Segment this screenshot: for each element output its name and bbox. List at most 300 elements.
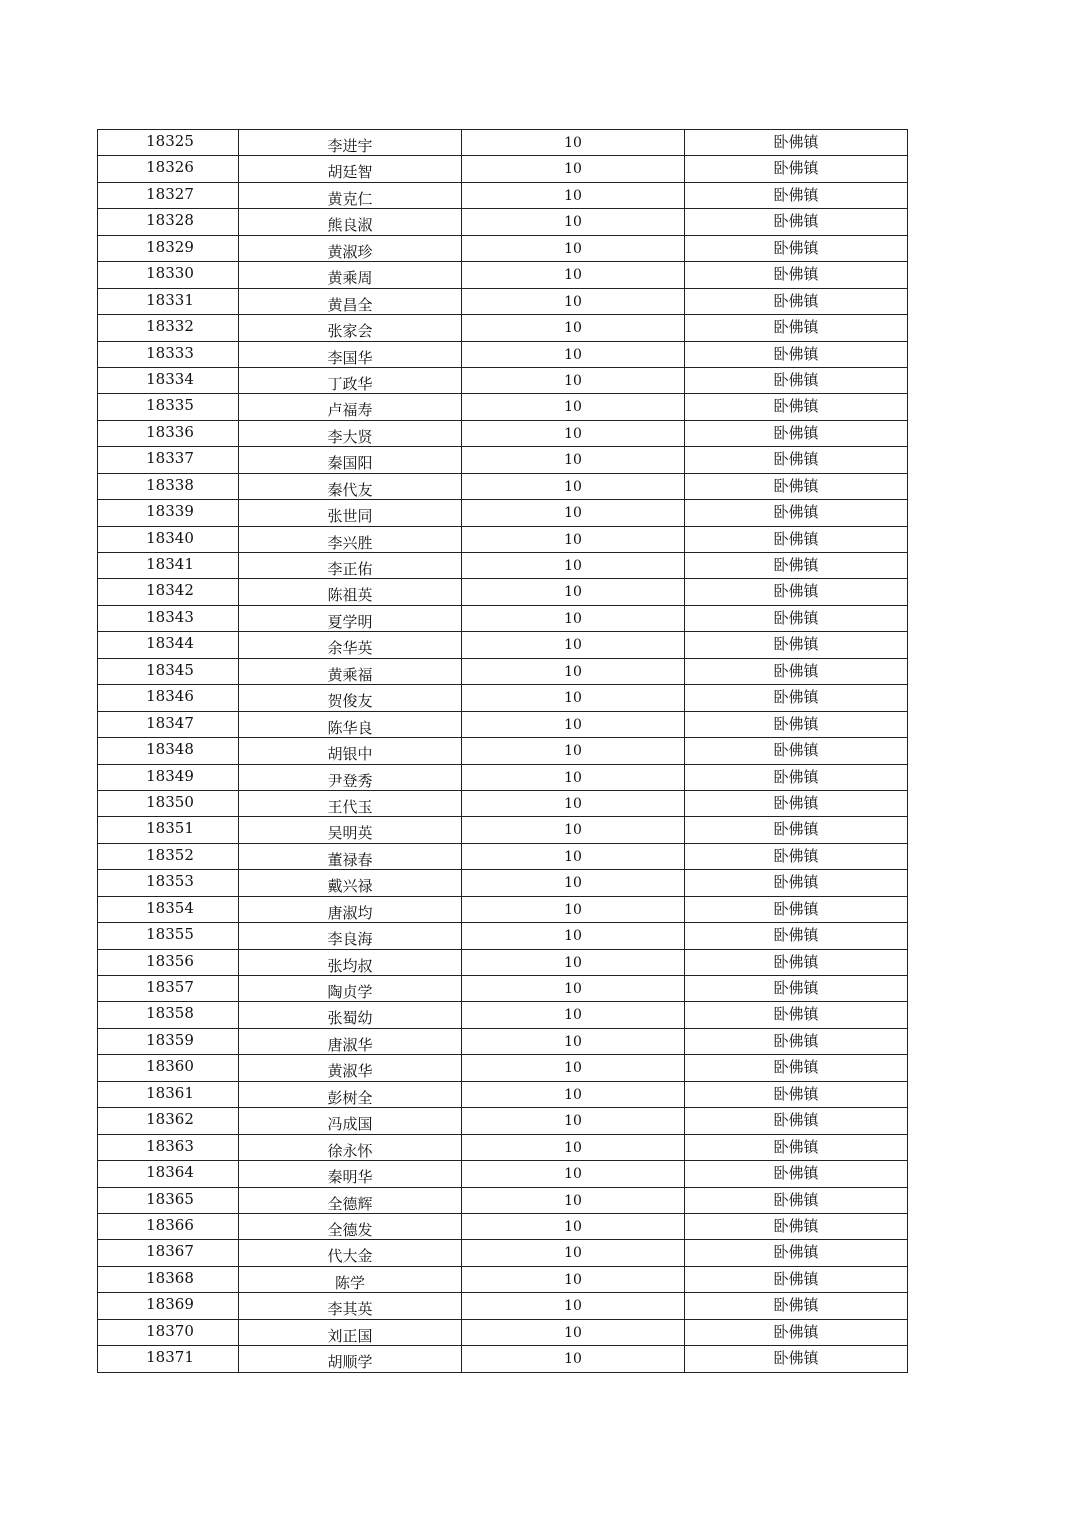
town-cell-text: 卧佛镇	[773, 1216, 819, 1235]
id-cell-text: 18363	[146, 1136, 194, 1155]
town-cell-text: 卧佛镇	[773, 608, 819, 627]
town-cell	[685, 1055, 908, 1081]
id-cell	[98, 949, 239, 975]
id-cell	[98, 1293, 239, 1319]
town-cell	[685, 182, 908, 208]
id-cell-text: 18335	[146, 396, 194, 415]
name-cell-text: 董禄春	[327, 850, 373, 869]
amount-cell-text: 10	[564, 214, 582, 231]
amount-cell	[462, 976, 685, 1002]
id-cell-text: 18330	[146, 264, 194, 283]
id-cell-text: 18371	[146, 1348, 194, 1367]
town-cell	[685, 1240, 908, 1266]
town-cell-text: 卧佛镇	[773, 846, 819, 865]
amount-cell	[462, 817, 685, 843]
amount-cell-text: 10	[564, 848, 582, 865]
amount-cell	[462, 367, 685, 393]
name-cell-text: 李其英	[327, 1300, 373, 1319]
name-cell	[239, 949, 462, 975]
name-cell	[239, 553, 462, 579]
id-cell-text: 18345	[146, 660, 194, 679]
name-cell	[239, 1293, 462, 1319]
amount-cell-text: 10	[564, 637, 582, 654]
town-cell-text: 卧佛镇	[773, 793, 819, 812]
town-cell	[685, 1266, 908, 1292]
id-cell	[98, 1081, 239, 1107]
town-cell	[685, 790, 908, 816]
id-cell	[98, 130, 239, 156]
town-cell	[685, 632, 908, 658]
table-row	[98, 209, 908, 235]
name-cell	[239, 738, 462, 764]
town-cell-text: 卧佛镇	[773, 397, 819, 416]
amount-cell-text: 10	[564, 320, 582, 337]
id-cell	[98, 579, 239, 605]
amount-cell	[462, 420, 685, 446]
name-cell-text: 李国华	[327, 348, 373, 367]
id-cell-text: 18327	[146, 184, 194, 203]
amount-cell-text: 10	[564, 267, 582, 284]
amount-cell	[462, 209, 685, 235]
amount-cell	[462, 1161, 685, 1187]
town-cell-text: 卧佛镇	[773, 688, 819, 707]
name-cell-text: 全德辉	[327, 1194, 373, 1213]
town-cell	[685, 553, 908, 579]
table-row	[98, 1240, 908, 1266]
table-row	[98, 1002, 908, 1028]
name-cell	[239, 1081, 462, 1107]
id-cell-text: 18336	[146, 422, 194, 441]
table-row	[98, 764, 908, 790]
town-cell	[685, 341, 908, 367]
amount-cell-text: 10	[564, 610, 582, 627]
town-cell-text: 卧佛镇	[773, 635, 819, 654]
amount-cell-text: 10	[564, 1351, 582, 1368]
town-cell	[685, 209, 908, 235]
table-row	[98, 182, 908, 208]
amount-cell-text: 10	[564, 505, 582, 522]
amount-cell	[462, 632, 685, 658]
amount-cell	[462, 738, 685, 764]
town-cell-text: 卧佛镇	[773, 556, 819, 574]
id-cell-text: 18343	[146, 607, 194, 626]
town-cell	[685, 1213, 908, 1239]
town-cell-text: 卧佛镇	[773, 1137, 819, 1156]
amount-cell	[462, 1002, 685, 1028]
town-cell	[685, 896, 908, 922]
amount-cell	[462, 1346, 685, 1372]
town-cell	[685, 1028, 908, 1054]
table-row	[98, 1266, 908, 1292]
id-cell	[98, 1028, 239, 1054]
amount-cell-text: 10	[564, 558, 582, 574]
name-cell-text: 王代玉	[327, 797, 373, 816]
amount-cell-text: 10	[564, 346, 582, 363]
name-cell	[239, 209, 462, 235]
town-cell	[685, 579, 908, 605]
town-cell	[685, 817, 908, 843]
name-cell-text: 戴兴禄	[327, 877, 373, 896]
amount-cell	[462, 579, 685, 605]
id-cell	[98, 420, 239, 446]
id-cell-text: 18369	[146, 1295, 194, 1314]
town-cell	[685, 738, 908, 764]
town-cell-text: 卧佛镇	[773, 159, 819, 178]
amount-cell	[462, 1134, 685, 1160]
amount-cell	[462, 1213, 685, 1239]
id-cell-text: 18361	[146, 1083, 194, 1102]
amount-cell	[462, 685, 685, 711]
table-row	[98, 923, 908, 949]
amount-cell	[462, 1266, 685, 1292]
amount-cell	[462, 1187, 685, 1213]
id-cell-text: 18331	[146, 290, 194, 309]
name-cell	[239, 658, 462, 684]
town-cell-text: 卧佛镇	[773, 1111, 819, 1130]
town-cell	[685, 500, 908, 526]
table-row	[98, 315, 908, 341]
table-row	[98, 500, 908, 526]
id-cell	[98, 1319, 239, 1345]
name-cell	[239, 394, 462, 420]
name-cell	[239, 1213, 462, 1239]
town-cell	[685, 420, 908, 446]
amount-cell-text: 10	[564, 293, 582, 310]
id-cell-text: 18368	[146, 1268, 194, 1287]
id-cell-text: 18332	[146, 317, 194, 336]
name-cell-text: 全德发	[327, 1220, 373, 1239]
id-cell	[98, 262, 239, 288]
name-cell	[239, 976, 462, 1002]
town-cell-text: 卧佛镇	[773, 1349, 819, 1368]
amount-cell	[462, 923, 685, 949]
table-row	[98, 262, 908, 288]
table-row	[98, 949, 908, 975]
town-cell	[685, 843, 908, 869]
name-cell-text: 胡顺学	[327, 1353, 373, 1372]
town-cell	[685, 156, 908, 182]
amount-cell	[462, 288, 685, 314]
town-cell-text: 卧佛镇	[773, 1164, 819, 1183]
town-cell-text: 卧佛镇	[773, 873, 819, 892]
amount-cell	[462, 605, 685, 631]
id-cell-text: 18342	[146, 581, 194, 600]
town-cell-text: 卧佛镇	[773, 1058, 819, 1077]
amount-cell-text: 10	[564, 531, 582, 548]
id-cell-text: 18365	[146, 1189, 194, 1208]
table-body	[98, 130, 908, 1373]
table-row	[98, 1213, 908, 1239]
id-cell-text: 18338	[146, 475, 194, 494]
table-row	[98, 817, 908, 843]
table-row	[98, 367, 908, 393]
name-cell	[239, 1266, 462, 1292]
name-cell-text: 冯成国	[327, 1115, 373, 1134]
amount-cell	[462, 790, 685, 816]
table-row	[98, 1293, 908, 1319]
id-cell	[98, 394, 239, 420]
id-cell-text: 18362	[146, 1110, 194, 1129]
town-cell-text: 卧佛镇	[773, 318, 819, 337]
amount-cell-text: 10	[564, 690, 582, 707]
name-cell-text: 代大金	[327, 1247, 373, 1266]
name-cell	[239, 288, 462, 314]
amount-cell-text: 10	[564, 161, 582, 178]
amount-cell-text: 10	[564, 425, 582, 442]
name-cell	[239, 235, 462, 261]
id-cell	[98, 1161, 239, 1187]
town-cell	[685, 1293, 908, 1319]
id-cell	[98, 553, 239, 579]
table-row	[98, 658, 908, 684]
table-row	[98, 447, 908, 473]
town-cell-text: 卧佛镇	[773, 582, 819, 601]
name-cell	[239, 420, 462, 446]
name-cell-text: 尹登秀	[327, 771, 373, 790]
id-cell	[98, 500, 239, 526]
amount-cell	[462, 1028, 685, 1054]
amount-cell-text: 10	[564, 1139, 582, 1156]
id-cell-text: 18358	[146, 1004, 194, 1023]
amount-cell-text: 10	[564, 954, 582, 971]
id-cell-text: 18340	[146, 528, 194, 547]
id-cell-text: 18354	[146, 898, 194, 917]
amount-cell-text: 10	[564, 1271, 582, 1288]
table-row	[98, 790, 908, 816]
amount-cell	[462, 1293, 685, 1319]
amount-cell-text: 10	[564, 1218, 582, 1235]
id-cell-text: 18328	[146, 211, 194, 230]
name-cell	[239, 843, 462, 869]
town-cell	[685, 288, 908, 314]
id-cell	[98, 685, 239, 711]
amount-cell-text: 10	[564, 1324, 582, 1341]
town-cell	[685, 473, 908, 499]
amount-cell	[462, 843, 685, 869]
amount-cell-text: 10	[564, 1113, 582, 1130]
name-cell-text: 丁政华	[327, 374, 373, 393]
town-cell-text: 卧佛镇	[773, 1269, 819, 1288]
town-cell	[685, 447, 908, 473]
name-cell	[239, 130, 462, 156]
name-cell	[239, 579, 462, 605]
town-cell	[685, 976, 908, 1002]
amount-cell	[462, 130, 685, 156]
table-row	[98, 156, 908, 182]
id-cell-text: 18370	[146, 1321, 194, 1340]
name-cell-text: 张家会	[327, 322, 373, 341]
name-cell-text: 熊良淑	[327, 216, 373, 235]
town-cell-text: 卧佛镇	[773, 1084, 819, 1103]
name-cell	[239, 817, 462, 843]
name-cell	[239, 1161, 462, 1187]
name-cell	[239, 182, 462, 208]
town-cell	[685, 1108, 908, 1134]
name-cell	[239, 632, 462, 658]
data-table	[97, 129, 908, 1373]
town-cell	[685, 949, 908, 975]
id-cell-text: 18344	[146, 634, 194, 653]
name-cell-text: 秦国阳	[327, 454, 373, 473]
id-cell	[98, 1134, 239, 1160]
town-cell-text: 卧佛镇	[773, 741, 819, 760]
amount-cell-text: 10	[564, 663, 582, 680]
table-row	[98, 632, 908, 658]
town-cell	[685, 526, 908, 552]
table-row	[98, 394, 908, 420]
id-cell	[98, 896, 239, 922]
amount-cell-text: 10	[564, 1298, 582, 1315]
name-cell	[239, 605, 462, 631]
id-cell-text: 18325	[146, 132, 194, 150]
town-cell-text: 卧佛镇	[773, 1005, 819, 1024]
id-cell	[98, 288, 239, 314]
id-cell	[98, 1002, 239, 1028]
name-cell	[239, 341, 462, 367]
table-row	[98, 1187, 908, 1213]
amount-cell	[462, 500, 685, 526]
amount-cell	[462, 1319, 685, 1345]
id-cell-text: 18348	[146, 740, 194, 759]
name-cell	[239, 1319, 462, 1345]
amount-cell-text: 10	[564, 452, 582, 469]
name-cell	[239, 711, 462, 737]
town-cell	[685, 1346, 908, 1372]
id-cell	[98, 764, 239, 790]
amount-cell	[462, 1081, 685, 1107]
amount-cell-text: 10	[564, 372, 582, 389]
town-cell	[685, 367, 908, 393]
amount-cell	[462, 262, 685, 288]
id-cell	[98, 843, 239, 869]
table-row	[98, 473, 908, 499]
id-cell-text: 18360	[146, 1057, 194, 1076]
name-cell	[239, 1055, 462, 1081]
id-cell	[98, 790, 239, 816]
name-cell-text: 胡廷智	[327, 163, 373, 182]
name-cell-text: 陈学	[334, 1273, 365, 1292]
town-cell-text: 卧佛镇	[773, 820, 819, 839]
table-row	[98, 130, 908, 156]
id-cell-text: 18333	[146, 343, 194, 362]
id-cell-text: 18356	[146, 951, 194, 970]
name-cell-text: 李进宇	[327, 137, 373, 155]
name-cell-text: 黄淑珍	[327, 242, 373, 261]
town-cell	[685, 130, 908, 156]
town-cell	[685, 1187, 908, 1213]
town-cell	[685, 1002, 908, 1028]
town-cell	[685, 1134, 908, 1160]
name-cell-text: 黄昌全	[327, 295, 373, 314]
town-cell-text: 卧佛镇	[773, 767, 819, 786]
id-cell-text: 18350	[146, 792, 194, 811]
id-cell	[98, 1240, 239, 1266]
amount-cell	[462, 1055, 685, 1081]
name-cell-text: 黄乘福	[327, 665, 373, 684]
id-cell-text: 18355	[146, 925, 194, 944]
name-cell-text: 李良海	[327, 930, 373, 949]
id-cell-text: 18364	[146, 1163, 194, 1182]
name-cell-text: 张世同	[327, 507, 373, 526]
table-row	[98, 1346, 908, 1372]
id-cell	[98, 526, 239, 552]
table-row	[98, 1134, 908, 1160]
name-cell-text: 秦明华	[327, 1168, 373, 1187]
name-cell	[239, 447, 462, 473]
town-cell	[685, 764, 908, 790]
amount-cell	[462, 711, 685, 737]
id-cell	[98, 1187, 239, 1213]
amount-cell-text: 10	[564, 584, 582, 601]
name-cell	[239, 790, 462, 816]
id-cell-text: 18351	[146, 819, 194, 838]
table-row	[98, 526, 908, 552]
id-cell-text: 18346	[146, 687, 194, 706]
town-cell	[685, 262, 908, 288]
town-cell	[685, 658, 908, 684]
town-cell	[685, 315, 908, 341]
name-cell-text: 陈华良	[327, 718, 373, 737]
id-cell	[98, 923, 239, 949]
name-cell	[239, 1134, 462, 1160]
town-cell-text: 卧佛镇	[773, 1243, 819, 1262]
town-cell-text: 卧佛镇	[773, 344, 819, 363]
table-row	[98, 1055, 908, 1081]
name-cell-text: 李兴胜	[327, 533, 373, 552]
id-cell-text: 18352	[146, 845, 194, 864]
town-cell-text: 卧佛镇	[773, 133, 819, 151]
amount-cell-text: 10	[564, 1166, 582, 1183]
id-cell	[98, 447, 239, 473]
id-cell-text: 18357	[146, 978, 194, 996]
name-cell-text: 张蜀幼	[327, 1009, 373, 1028]
amount-cell-text: 10	[564, 928, 582, 945]
id-cell	[98, 870, 239, 896]
name-cell-text: 吴明英	[327, 824, 373, 843]
town-cell	[685, 870, 908, 896]
id-cell-text: 18367	[146, 1242, 194, 1261]
amount-cell-text: 10	[564, 135, 582, 151]
amount-cell	[462, 764, 685, 790]
town-cell-text: 卧佛镇	[773, 529, 819, 548]
name-cell	[239, 1028, 462, 1054]
town-cell-text: 卧佛镇	[773, 926, 819, 945]
table-row	[98, 738, 908, 764]
amount-cell	[462, 1240, 685, 1266]
town-cell	[685, 394, 908, 420]
id-cell	[98, 1213, 239, 1239]
name-cell-text: 黄克仁	[327, 189, 373, 208]
amount-cell-text: 10	[564, 1245, 582, 1262]
name-cell-text: 黄乘周	[327, 269, 373, 288]
town-cell-text: 卧佛镇	[773, 1031, 819, 1050]
table-row	[98, 420, 908, 446]
amount-cell-text: 10	[564, 1007, 582, 1024]
amount-cell	[462, 658, 685, 684]
name-cell	[239, 473, 462, 499]
name-cell	[239, 764, 462, 790]
name-cell	[239, 923, 462, 949]
name-cell-text: 黄淑华	[327, 1062, 373, 1081]
table-row	[98, 976, 908, 1002]
name-cell-text: 夏学明	[327, 612, 373, 631]
name-cell-text: 贺俊友	[327, 692, 373, 711]
id-cell	[98, 976, 239, 1002]
id-cell	[98, 1055, 239, 1081]
town-cell-text: 卧佛镇	[773, 265, 819, 284]
table-row	[98, 711, 908, 737]
town-cell-text: 卧佛镇	[773, 291, 819, 310]
